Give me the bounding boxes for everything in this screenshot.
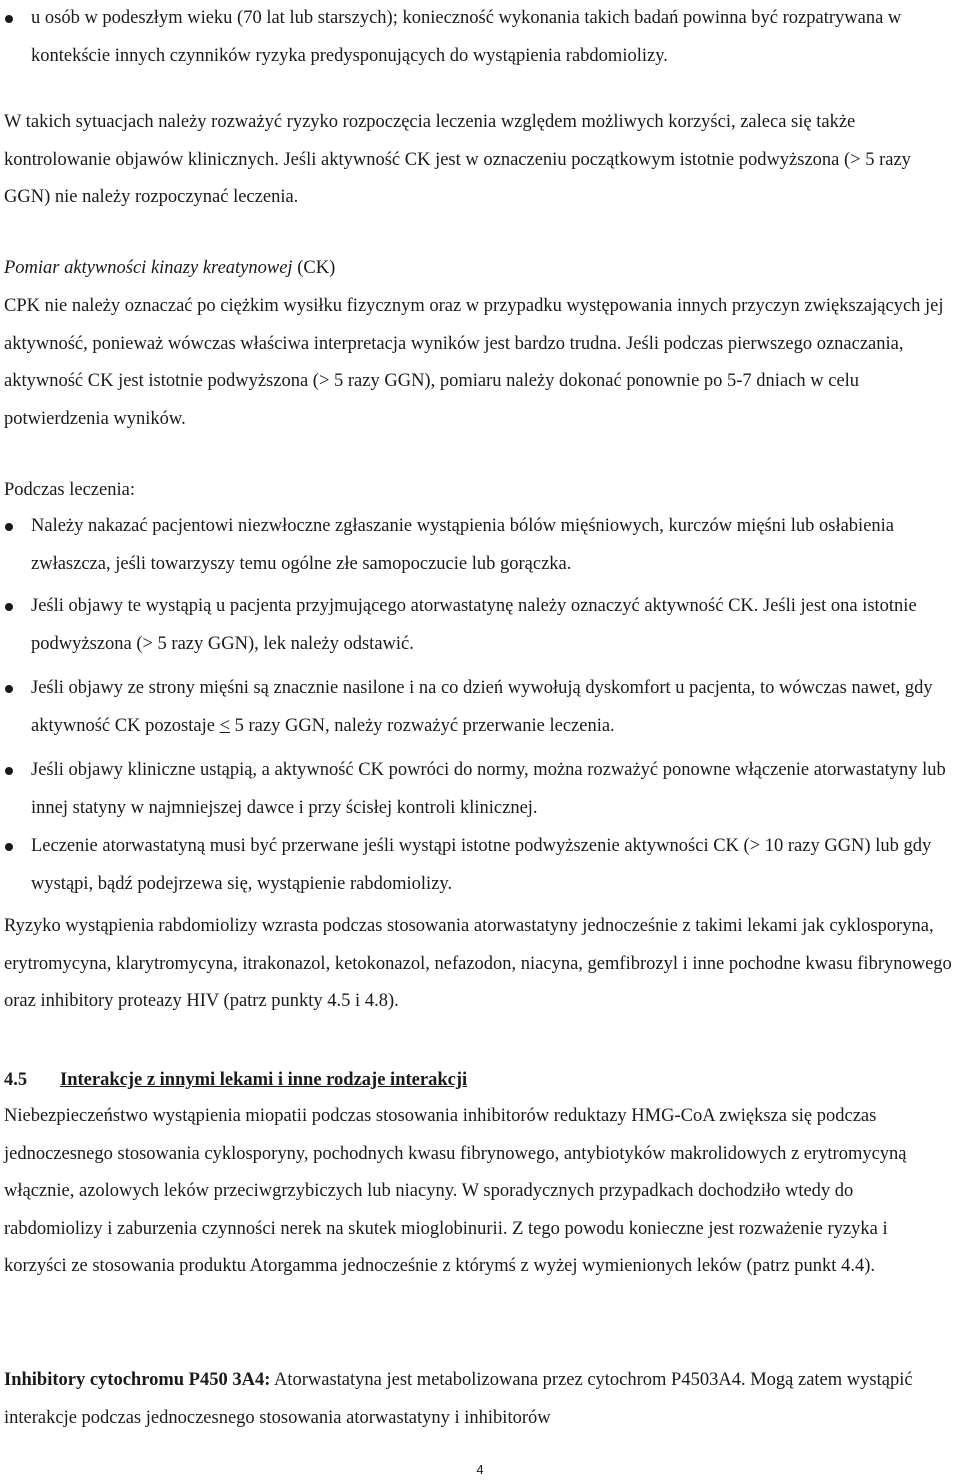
ck-heading-suffix: (CK)	[292, 258, 336, 278]
ck-subheading	[4, 250, 954, 288]
paragraph-myopathy	[4, 1098, 954, 1286]
le-symbol: <	[219, 715, 230, 736]
bullet-text: Leczenie atorwastatyną musi być przerwane jeśli wystąpi istotne podwyższenie aktywności CK (> 10 razy GGN) lub gdy wystąpi, bądź podejrzewa się, wystąpienie rabdomiolizy.	[31, 836, 932, 894]
paragraph-risk	[4, 104, 954, 217]
ck-heading-italic: Pomiar aktywności kinazy kreatynowej	[4, 258, 293, 278]
bullet-item-resume	[31, 752, 954, 827]
bullet-text-after: 5 razy GGN, należy rozważyć przerwanie leczenia.	[230, 715, 615, 736]
bullet-text: Należy nakazać pacjentowi niezwłoczne zgłaszanie wystąpienia bólów mięśniowych, kurczów mięśni lub osłabienia zwłaszcza, jeśli towarzyszy temu ogólne złe samopoczucie lub gorączka.	[31, 516, 895, 574]
paragraph-cyp	[4, 1362, 954, 1437]
paragraph-ck	[4, 288, 954, 438]
bullet-item-discomfort	[31, 670, 954, 745]
bullet-text-before: Jeśli objawy ze strony mięśni są znacznie nasilone i na co dzień wywołują dyskomfort u pacjenta, to wówczas nawet, gdy aktywność CK pozostaje	[31, 678, 933, 736]
paragraph-text: W takich sytuacjach należy rozważyć ryzyko rozpoczęcia leczenia względem możliwych korzyści, zaleca się także kontrolowanie objawów klinicznych. Jeśli aktywność CK jest w oznaczeniu początkowym istotnie podwyższona (> 5 razy GGN) nie należy rozpoczynać leczenia.	[4, 112, 911, 208]
bullet-text: Jeśli objawy kliniczne ustąpią, a aktywność CK powróci do normy, można rozważyć ponowne włączenie atorwastatyny lub innej statyny w najmniejszej dawce i przy ścisłej kontroli klinicznej.	[31, 760, 946, 818]
bullet-item-report-pain	[31, 508, 954, 583]
section-title: Interakcje z innymi lekami i inne rodzaje interakcji	[60, 1070, 468, 1090]
label-text: Podczas leczenia:	[4, 480, 135, 500]
section-number: 4.5	[4, 1070, 28, 1090]
bullet-text: u osób w podeszłym wieku (70 lat lub starszych); konieczność wykonania takich badań powinna być rozpatrywana w kontekście innych czynników ryzyka predysponujących do wystąpienia rabdomiolizy.	[31, 8, 902, 66]
during-treatment-label	[4, 472, 954, 510]
paragraph-text: Ryzyko wystąpienia rabdomiolizy wzrasta podczas stosowania atorwastatyny jednocześnie z takimi lekami jak cyklosporyna, erytromycyna, klarytromycyna, itrakonazol, ketokonazol, nefazodon, niacyna, gemfibrozyl i inne pochodne kwasu fibrynowego oraz inhibitory proteazy HIV (patrz punkty 4.5 i 4.8).	[4, 916, 952, 1012]
bullet-item-measure-ck	[31, 588, 954, 663]
bullet-item-stop-treatment	[31, 828, 954, 903]
paragraph-text: CPK nie należy oznaczać po ciężkim wysiłku fizycznym oraz w przypadku występowania innych przyczyn zwiększających jej aktywność, ponieważ wówczas właściwa interpretacja wyników jest bardzo trudna. Jeśli podczas pierwszego oznaczania, aktywność CK jest istotnie podwyższona (> 5 razy GGN), pomiaru należy dokonać ponownie po 5-7 dniach w celu potwierdzenia wyników.	[4, 296, 944, 429]
bullet-item-elderly	[31, 0, 954, 75]
cyp-label: Inhibitory cytochromu P450 3A4:	[4, 1370, 271, 1390]
page-number: 4	[476, 1462, 484, 1477]
bullet-text: Jeśli objawy te wystąpią u pacjenta przyjmującego atorwastatynę należy oznaczyć aktywność CK. Jeśli jest ona istotnie podwyższona (> 5 razy GGN), lek należy odstawić.	[31, 596, 917, 654]
section-heading	[4, 1062, 954, 1100]
paragraph-rhabdo	[4, 908, 954, 1021]
paragraph-text: Niebezpieczeństwo wystąpienia miopatii podczas stosowania inhibitorów reduktazy HMG-CoA zwiększa się podczas jednoczesnego stosowania cyklosporyny, pochodnych kwasu fibrynowego, antybiotyków makrolidowych z erytromycyną włącznie, azolowych leków przeciwgrzybiczych lub niacyny. W sporadycznych przypadkach dochodziło wtedy do rabdomiolizy i zaburzenia czynności nerek na skutek mioglobinurii. Z tego powodu konieczne jest rozważenie ryzyka i korzyści ze stosowania produktu Atorgamma jednocześnie z którymś z wyżej wymienionych leków (patrz punkt 4.4).	[4, 1106, 907, 1277]
cyp-text: Atorwastatyna jest metabolizowana przez cytochrom P4503A4. Mogą zatem wystąpić interakcje podczas jednoczesnego stosowania atorwastatyny i inhibitorów	[4, 1370, 913, 1428]
